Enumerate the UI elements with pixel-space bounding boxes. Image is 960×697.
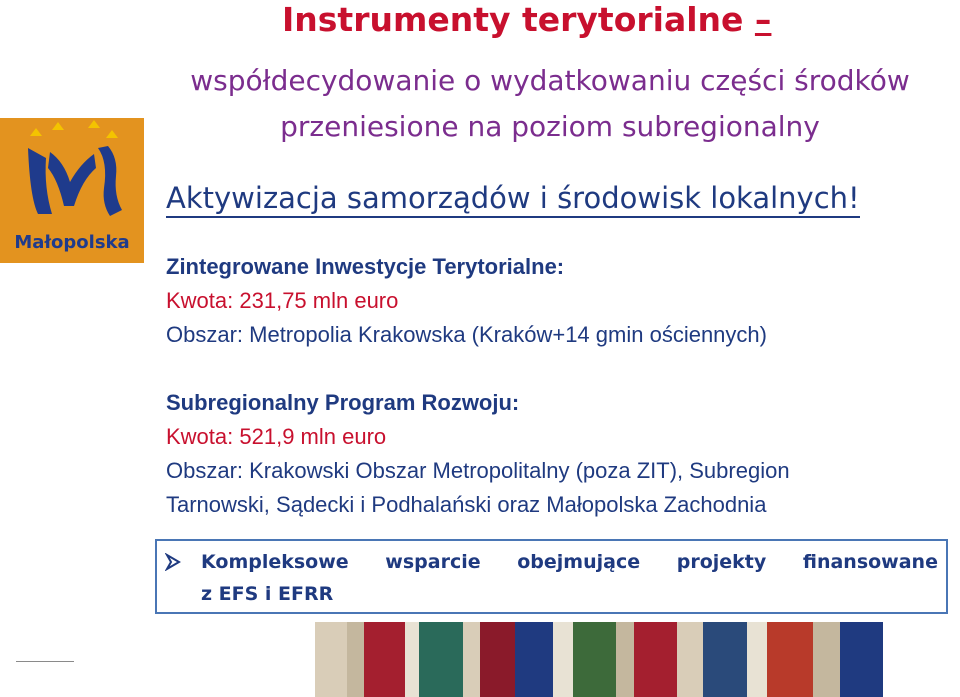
stripe	[405, 622, 419, 697]
support-note-line2: z EFS i EFRR	[201, 583, 334, 605]
srp-section	[166, 386, 790, 522]
malopolska-logo	[0, 118, 144, 263]
activation-heading: Aktywizacja samorządów i środowisk lokalnych!	[166, 180, 860, 218]
footer-divider	[16, 661, 74, 662]
stripe	[840, 622, 883, 697]
stripe	[480, 622, 515, 697]
logo-text: Małopolska	[14, 232, 130, 253]
note-word: finansowane	[802, 551, 938, 573]
srp-area-line1: Obszar: Krakowski Obszar Metropolitalny (poza ZIT), Subregion	[166, 458, 790, 483]
srp-amount: Kwota: 521,9 mln euro	[166, 424, 387, 449]
stripe	[616, 622, 633, 697]
stripe	[813, 622, 839, 697]
srp-heading: Subregionalny Program Rozwoju:	[166, 390, 520, 415]
page-title: Instrumenty terytorialne –	[282, 0, 772, 39]
stripe	[463, 622, 480, 697]
srp-area-line2: Tarnowski, Sądecki i Podhalański oraz Małopolska Zachodnia	[166, 492, 767, 517]
stripe	[747, 622, 767, 697]
decorative-stripes	[315, 622, 883, 697]
arrow-bullet-icon	[165, 553, 181, 571]
malopolska-crest-icon	[0, 118, 144, 228]
stripe	[364, 622, 405, 697]
stripe	[515, 622, 553, 697]
note-word: Kompleksowe	[201, 551, 349, 573]
stripe	[767, 622, 813, 697]
page-subtitle: współdecydowanie o wydatkowaniu części środków przeniesione na poziom subregionalny	[190, 64, 910, 143]
zit-area: Obszar: Metropolia Krakowska (Kraków+14 gmin ościennych)	[166, 322, 767, 347]
note-word: obejmujące	[517, 551, 641, 573]
stripe	[347, 622, 364, 697]
stripe	[573, 622, 616, 697]
support-note-box	[155, 539, 948, 614]
stripe	[677, 622, 703, 697]
title-dash: –	[754, 0, 772, 39]
support-note-line1	[201, 551, 938, 573]
stripe	[703, 622, 746, 697]
stripe	[634, 622, 677, 697]
stripe	[553, 622, 573, 697]
note-word: projekty	[676, 551, 767, 573]
stripe	[419, 622, 462, 697]
zit-amount: Kwota: 231,75 mln euro	[166, 288, 399, 313]
note-word: wsparcie	[385, 551, 481, 573]
zit-section	[166, 250, 767, 352]
zit-heading: Zintegrowane Inwestycje Terytorialne:	[166, 254, 565, 279]
stripe	[315, 622, 347, 697]
